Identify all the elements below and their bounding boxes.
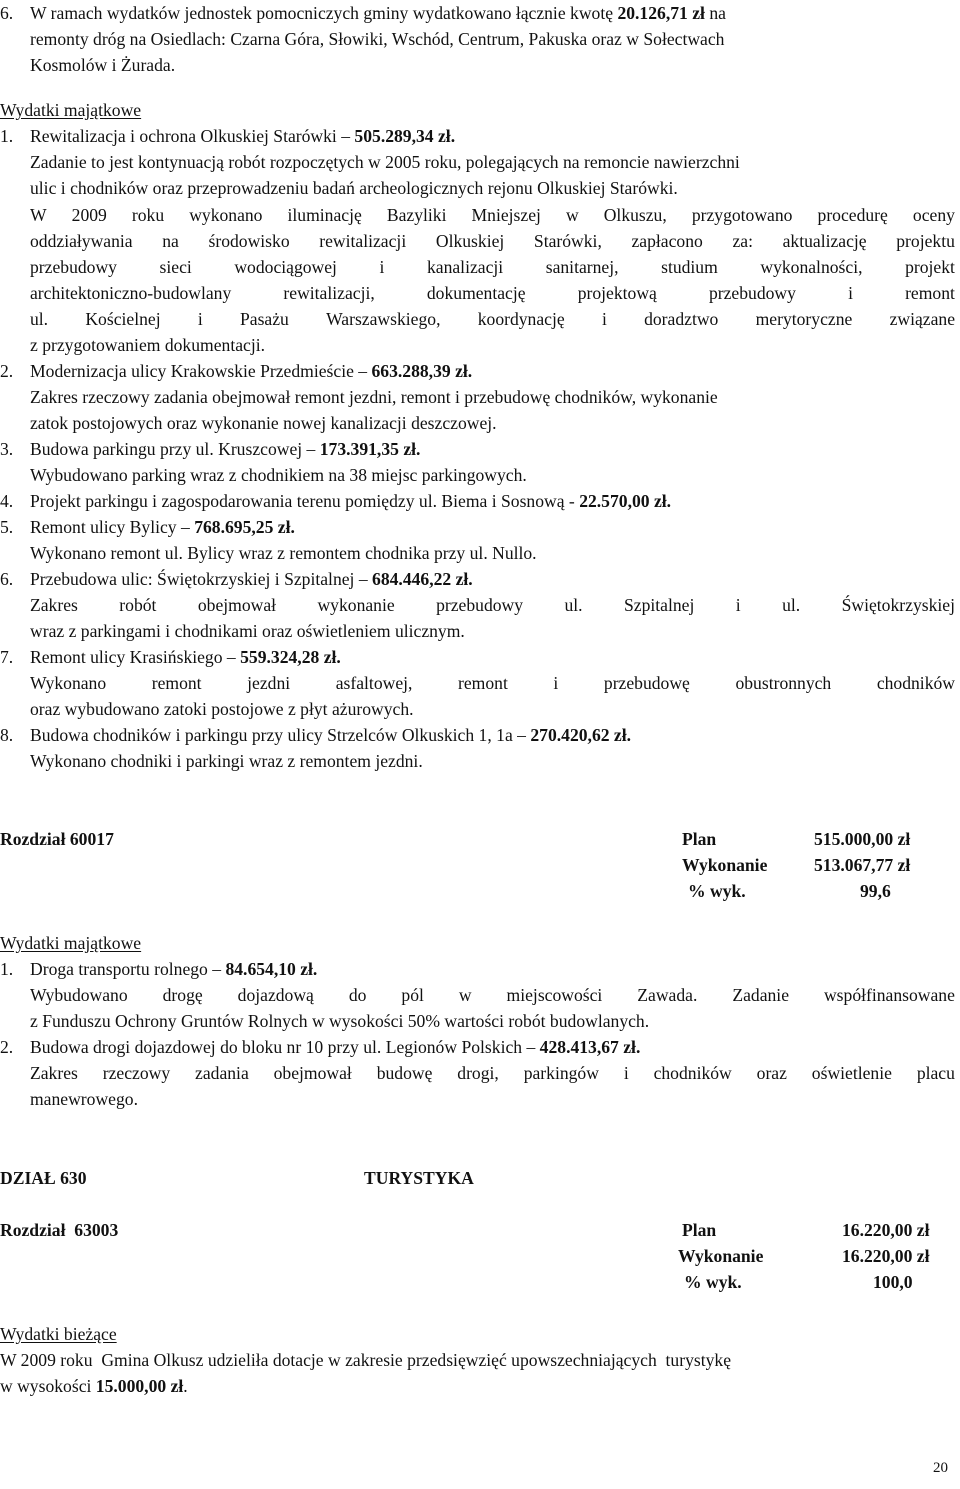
word: Świętokrzyskiej <box>841 595 955 615</box>
word: drogę <box>162 985 203 1005</box>
word: przebudowę <box>603 673 690 693</box>
word: oceny <box>912 205 955 225</box>
word: jezdni <box>247 673 291 693</box>
word: wykonanie <box>317 595 395 615</box>
word: Zakres <box>30 1063 78 1083</box>
wykonanie-label: Wykonanie <box>682 855 768 875</box>
word: wodociągowej <box>234 257 337 277</box>
word: doradztwo <box>644 309 719 329</box>
word: Wykonano <box>30 673 107 693</box>
item6-line3: Kosmolów i Żurada. <box>30 55 176 75</box>
word: związane <box>889 309 955 329</box>
word: Bazyliki <box>386 205 447 225</box>
section-heading-wydatki-majatkowe: Wydatki majątkowe <box>0 100 142 120</box>
item6-amount: 20.126,71 zł <box>617 3 705 23</box>
desc-line <box>0 306 955 332</box>
word: wykonalności, <box>760 257 863 277</box>
word: projektu <box>896 231 955 251</box>
word: studium <box>661 257 718 277</box>
desc-line <box>0 1060 955 1086</box>
desc-line: Wykonano chodniki i parkingi wraz z remontem jezdni. <box>30 751 423 771</box>
plan-value: 16.220,00 zł <box>842 1220 930 1240</box>
word: i <box>553 673 559 693</box>
section-heading-wydatki-biezace: Wydatki bieżące <box>0 1324 117 1344</box>
word: do <box>348 985 367 1005</box>
word: środowisko <box>208 231 290 251</box>
rozdzial-60017-title: Rozdział 60017 <box>0 829 114 849</box>
word: w <box>565 205 579 225</box>
word: Zakres <box>30 595 78 615</box>
word: dojazdową <box>237 985 314 1005</box>
desc-line <box>0 982 955 1008</box>
desc-line: Zadanie to jest kontynuacją robót rozpoczętych w 2005 roku, polegających na remoncie nawierzchni <box>30 152 740 172</box>
word: Pasażu <box>239 309 289 329</box>
list-item: 1. Droga transportu rolnego – 84.654,10 zł. <box>0 959 318 979</box>
word: Wybudowano <box>30 985 128 1005</box>
pct-value: 99,6 <box>860 881 891 901</box>
word: w <box>458 985 472 1005</box>
word: Zawada. <box>637 985 698 1005</box>
word: sanitarnej, <box>545 257 619 277</box>
section-heading-wydatki-majatkowe: Wydatki majątkowe <box>0 933 142 953</box>
desc-line <box>0 280 955 306</box>
word: parkingów <box>523 1063 599 1083</box>
desc-line: Wykonano remont ul. Bylicy wraz z remontem chodnika przy ul. Nullo. <box>30 543 537 563</box>
word: remont <box>151 673 202 693</box>
list-item: 7. Remont ulicy Krasińskiego – 559.324,28 zł. <box>0 647 341 667</box>
desc-line <box>0 670 955 696</box>
item6-number: 6. <box>0 3 14 23</box>
page-number: 20 <box>933 1460 948 1476</box>
word: remont <box>458 673 508 693</box>
word: zadania <box>195 1063 249 1083</box>
plan-label: Plan <box>682 1220 717 1240</box>
item6-line1: 6. W ramach wydatków jednostek pomocniczych gminy wydatkowano łącznie kwotę 20.126,71 zł na <box>0 0 726 26</box>
desc-line: z przygotowaniem dokumentacji. <box>30 335 265 355</box>
dzial-label: DZIAŁ 630 <box>0 1168 87 1188</box>
word: 2009 <box>71 205 107 225</box>
word: obustronnych <box>735 673 832 693</box>
final-amount: 15.000,00 zł <box>95 1376 184 1396</box>
desc-line: ulic i chodników oraz przeprowadzeniu badań archeologicznych rejonu Olkuskiej Starówki. <box>30 178 678 198</box>
word: i <box>197 309 203 329</box>
word: przygotowano <box>691 205 793 225</box>
plan-label: Plan <box>682 829 717 849</box>
word: ul. <box>564 595 583 615</box>
word: obejmował <box>273 1063 352 1083</box>
word: Mniejszej <box>471 205 541 225</box>
word: oraz <box>756 1063 787 1083</box>
list-item: 6. Przebudowa ulic: Świętokrzyskiej i Szpitalnej – 684.446,22 zł. <box>0 569 473 589</box>
word: Szpitalnej <box>624 595 695 615</box>
desc-line <box>0 202 955 228</box>
word: robót <box>119 595 157 615</box>
plan-value: 515.000,00 zł <box>814 829 911 849</box>
wykonanie-value: 16.220,00 zł <box>842 1246 930 1266</box>
desc-line: wraz z parkingami i chodnikami oraz oświetleniem ulicznym. <box>30 621 465 641</box>
word: ul. <box>30 309 49 329</box>
desc-line <box>0 228 955 254</box>
desc-line: z Funduszu Ochrony Gruntów Rolnych w wysokości 50% wartości robót budowlanych. <box>30 1011 650 1031</box>
word: współfinansowane <box>823 985 955 1005</box>
word: rewitalizacji, <box>283 283 375 303</box>
wykonanie-value: 513.067,77 zł <box>814 855 911 875</box>
word: obejmował <box>197 595 277 615</box>
list-item: 5. Remont ulicy Bylicy – 768.695,25 zł. <box>0 517 295 537</box>
word: budowę <box>376 1063 433 1083</box>
pct-label: % wyk. <box>684 1272 742 1292</box>
word: wykonano <box>189 205 263 225</box>
word: chodników <box>653 1063 732 1083</box>
desc-line: Zakres rzeczowy zadania obejmował remont jezdni, remont i przebudowę chodników, wykonanie <box>30 387 718 407</box>
word: Olkuskiej <box>435 231 505 251</box>
desc-line: manewrowego. <box>30 1089 138 1109</box>
word: przebudowy <box>30 257 117 277</box>
word: procedurę <box>817 205 888 225</box>
word: oświetlenie <box>811 1063 892 1083</box>
word: i <box>623 1063 629 1083</box>
list-item: 3. Budowa parkingu przy ul. Kruszcowej – 173.391,35 zł. <box>0 439 421 459</box>
word: ul. <box>782 595 801 615</box>
word: koordynację <box>477 309 565 329</box>
word: Starówki, <box>533 231 602 251</box>
desc-line <box>0 254 955 280</box>
list-item: 8. Budowa chodników i parkingu przy ulicy Strzelców Olkuskich 1, 1a – 270.420,62 zł. <box>0 725 632 745</box>
word: projektową <box>577 283 657 303</box>
pct-label: % wyk. <box>688 881 746 901</box>
word: placu <box>916 1063 955 1083</box>
word: merytoryczne <box>755 309 853 329</box>
word: pól <box>401 985 424 1005</box>
word: iluminację <box>287 205 362 225</box>
word: Warszawskiego, <box>326 309 441 329</box>
item6-line2: remonty dróg na Osiedlach: Czarna Góra, Słowiki, Wschód, Centrum, Pakuska oraz w Sołectwach <box>30 29 725 49</box>
desc-line: zatok postojowych oraz wykonanie nowej kanalizacji deszczowej. <box>30 413 497 433</box>
desc-line <box>0 592 955 618</box>
wykonanie-label: Wykonanie <box>678 1246 764 1266</box>
pct-value: 100,0 <box>873 1272 913 1292</box>
word: oddziaływania <box>30 231 133 251</box>
word: projekt <box>905 257 955 277</box>
word: za: <box>732 231 753 251</box>
word: Kościelnej <box>85 309 161 329</box>
word: chodników <box>876 673 955 693</box>
word: i <box>379 257 385 277</box>
word: i <box>735 595 741 615</box>
list-item: 2. Modernizacja ulicy Krakowskie Przedmieście – 663.288,39 zł. <box>0 361 473 381</box>
final-line2: w wysokości 15.000,00 zł. <box>0 1376 188 1396</box>
word: na <box>162 231 179 251</box>
word: zapłacono <box>631 231 703 251</box>
word: Zadanie <box>732 985 789 1005</box>
list-item: 1. Rewitalizacja i ochrona Olkuskiej Starówki – 505.289,34 zł. <box>0 126 456 146</box>
word: przebudowy <box>436 595 524 615</box>
word: W <box>30 205 47 225</box>
word: drogi, <box>457 1063 499 1083</box>
word: architektoniczno-budowlany <box>30 283 232 303</box>
dzial-name: TURYSTYKA <box>364 1168 474 1188</box>
rozdzial-63003-title: Rozdział 63003 <box>0 1220 119 1240</box>
word: rzeczowy <box>102 1063 171 1083</box>
word: Olkuszu, <box>603 205 667 225</box>
word: aktualizację <box>782 231 867 251</box>
word: i <box>601 309 607 329</box>
word: remont <box>905 283 955 303</box>
word: rewitalizacji <box>319 231 407 251</box>
word: miejscowości <box>506 985 603 1005</box>
desc-line: oraz wybudowano zatoki postojowe z płyt ażurowych. <box>30 699 414 719</box>
word: i <box>848 283 853 303</box>
word: roku <box>131 205 165 225</box>
word: sieci <box>159 257 192 277</box>
word: asfaltowej, <box>335 673 413 693</box>
list-item: 2. Budowa drogi dojazdowej do bloku nr 10 przy ul. Legionów Polskich – 428.413,67 zł. <box>0 1037 641 1057</box>
word: dokumentację <box>426 283 526 303</box>
list-item: 4. Projekt parkingu i zagospodarowania terenu pomiędzy ul. Biema i Sosnową - 22.570,00 zł. <box>0 491 672 511</box>
final-line1: W 2009 roku Gmina Olkusz udzieliła dotacje w zakresie przedsięwzięć upowszechniających turystykę <box>0 1350 732 1370</box>
desc-line: Wybudowano parking wraz z chodnikiem na 38 miejsc parkingowych. <box>30 465 527 485</box>
word: przebudowy <box>708 283 796 303</box>
word: kanalizacji <box>426 257 504 277</box>
